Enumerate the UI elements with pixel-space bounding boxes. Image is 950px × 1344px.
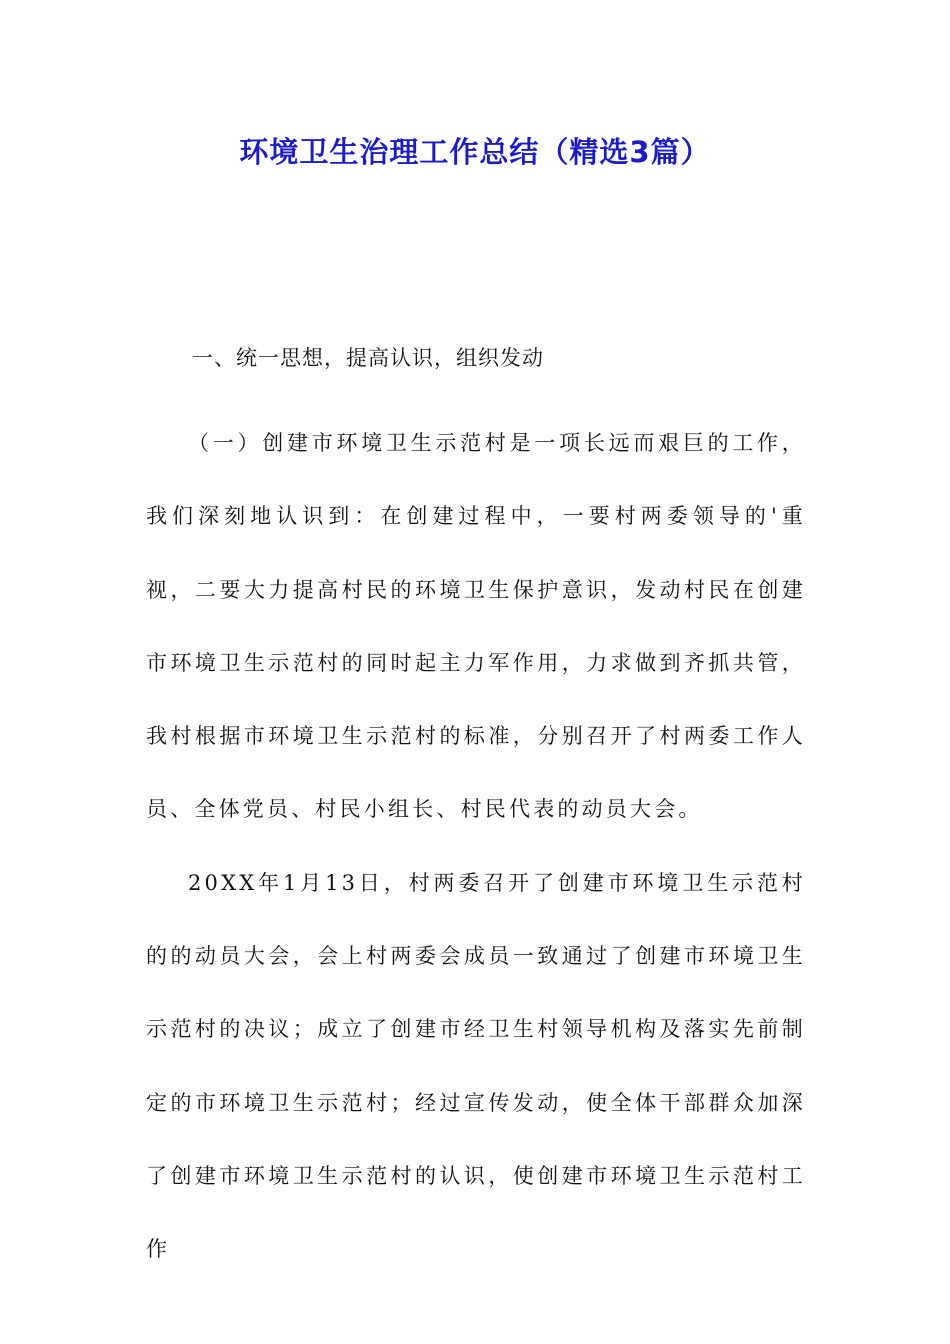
document-title: 环境卫生治理工作总结（精选3篇） [239,135,711,169]
body-paragraph: 20XX年1月13日，村两委召开了创建市环境卫生示范村的的动员大会，会上村两委会成员一致通过了创建市环境卫生示范村的决议；成立了创建市经卫生村领导机构及落实先前制定的市环境卫生示范村；经过宣传发动，使全体干部群众加深了创建市环境卫生示范村的认识，使创建市环境卫生示范村工作 [146,870,806,1262]
document-body [146,334,806,1287]
body-paragraph: （一）创建市环境卫生示范村是一项长远而艰巨的工作，我们深刻地认识到：在创建过程中，一要村两委领导的'重视，二要大力提高村民的环境卫生保护意识，发动村民在创建市环境卫生示范村的同时起主力军作用，力求做到齐抓共管，我村根据市环境卫生示范村的标准，分别召开了村两委工作人员、全体党员、村民小组长、村民代表的动员大会。 [146,431,806,822]
section-heading: 一、统一思想，提高认识，组织发动 [192,346,544,370]
